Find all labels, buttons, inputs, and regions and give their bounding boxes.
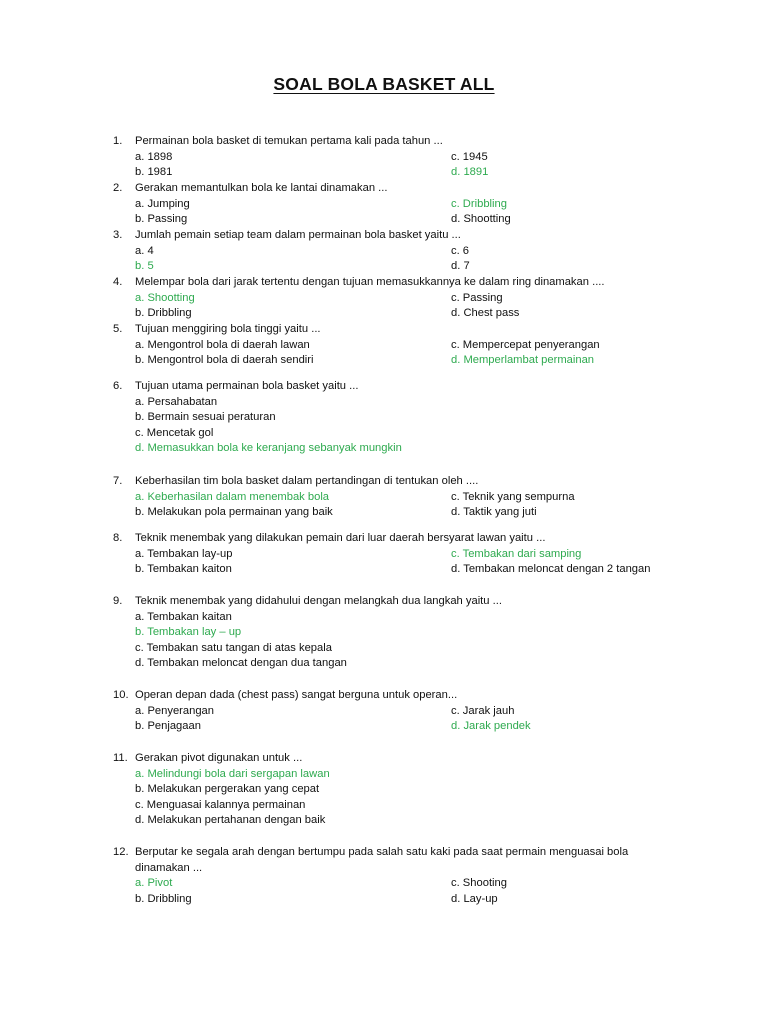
option-d: d. Taktik yang juti xyxy=(451,506,537,519)
question-text: Operan depan dada (chest pass) sangat berguna untuk operan... xyxy=(135,689,458,701)
question-number: 12. xyxy=(113,846,129,858)
option-b: b. Dribbling xyxy=(135,307,192,320)
option-c-correct: c. Dribbling xyxy=(451,197,507,210)
option-a: a. Penyerangan xyxy=(135,704,214,717)
option-c: c. Mencetak gol xyxy=(135,426,214,439)
question-number: 9. xyxy=(113,595,123,607)
option-a: a. Tembakan lay-up xyxy=(135,547,233,560)
option-d: d. Lay-up xyxy=(451,892,498,905)
question-text: Berputar ke segala arah dengan bertumpu pada salah satu kaki pada saat permain menguasai bola dinamakan ... xyxy=(135,846,629,874)
option-c: c. Mempercepat penyerangan xyxy=(451,338,600,351)
option-d: d. Chest pass xyxy=(451,307,520,320)
question-number: 8. xyxy=(113,532,123,544)
question-text: Melempar bola dari jarak tertentu dengan tujuan memasukkannya ke dalam ring dinamakan .... xyxy=(135,276,605,288)
option-b: b. Passing xyxy=(135,213,188,226)
option-a: a. Tembakan kaitan xyxy=(135,610,232,623)
option-c: c. Teknik yang sempurna xyxy=(451,490,575,503)
option-b: b. Dribbling xyxy=(135,892,192,905)
option-d: d. Shootting xyxy=(451,213,511,226)
question-number: 4. xyxy=(113,276,123,288)
option-a: a. Persahabatan xyxy=(135,395,218,408)
option-c: c. Shooting xyxy=(451,877,507,890)
question-text: Teknik menembak yang dilakukan pemain dari luar daerah bersyarat lawan yaitu ... xyxy=(135,532,546,544)
option-a-correct: a. Pivot xyxy=(135,877,173,890)
question-text: Jumlah pemain setiap team dalam permainan bola basket yaitu ... xyxy=(135,229,461,241)
option-b-correct: b. Tembakan lay – up xyxy=(135,626,242,639)
option-c: c. 1945 xyxy=(451,150,488,163)
question-text: Gerakan pivot digunakan untuk ... xyxy=(135,752,303,764)
question-number: 1. xyxy=(113,135,123,147)
option-b: b. Penjagaan xyxy=(135,720,201,733)
question-text: Keberhasilan tim bola basket dalam pertandingan di tentukan oleh .... xyxy=(135,475,479,487)
question-number: 10. xyxy=(113,689,129,701)
question-text: Tujuan utama permainan bola basket yaitu ... xyxy=(135,380,359,392)
option-b: b. Tembakan kaiton xyxy=(135,563,232,576)
option-d: d. 7 xyxy=(451,260,470,273)
option-d: d. Melakukan pertahanan dengan baik xyxy=(135,814,326,827)
option-a: a. Mengontrol bola di daerah lawan xyxy=(135,338,310,351)
question-text: Permainan bola basket di temukan pertama kali pada tahun ... xyxy=(135,135,443,147)
question-number: 3. xyxy=(113,229,123,241)
question-number: 11. xyxy=(113,752,128,764)
question-number: 6. xyxy=(113,380,123,392)
question-number: 2. xyxy=(113,182,123,194)
option-a-correct: a. Shootting xyxy=(135,291,195,304)
option-a: a. 4 xyxy=(135,244,154,257)
option-b: b. Mengontrol bola di daerah sendiri xyxy=(135,354,314,367)
option-d-correct: d. Memasukkan bola ke keranjang sebanyak mungkin xyxy=(135,442,402,455)
option-b: b. Melakukan pergerakan yang cepat xyxy=(135,783,320,796)
option-b: b. 1981 xyxy=(135,166,173,179)
option-a: a. Jumping xyxy=(135,197,190,210)
option-b: b. Melakukan pola permainan yang baik xyxy=(135,506,333,519)
option-d: d. Tembakan meloncat dengan dua tangan xyxy=(135,657,347,670)
question-number: 7. xyxy=(113,475,123,487)
question-text: Tujuan menggiring bola tinggi yaitu ... xyxy=(135,323,321,335)
option-a: a. 1898 xyxy=(135,150,173,163)
option-b-correct: b. 5 xyxy=(135,260,154,273)
document-title: SOAL BOLA BASKET ALL xyxy=(273,74,495,94)
question-text: Gerakan memantulkan bola ke lantai dinamakan ... xyxy=(135,182,388,194)
option-c: c. Menguasai kalannya permainan xyxy=(135,798,306,811)
question-number: 5. xyxy=(113,323,123,335)
option-d-correct: d. 1891 xyxy=(451,166,489,179)
option-d-correct: d. Jarak pendek xyxy=(451,720,531,733)
option-a-correct: a. Keberhasilan dalam menembak bola xyxy=(135,490,330,503)
option-b: b. Bermain sesuai peraturan xyxy=(135,411,276,424)
option-c-correct: c. Tembakan dari samping xyxy=(451,547,582,560)
option-c: c. Passing xyxy=(451,291,503,304)
option-c: c. Jarak jauh xyxy=(451,704,515,717)
option-a-correct: a. Melindungi bola dari sergapan lawan xyxy=(135,767,330,780)
option-c: c. 6 xyxy=(451,244,470,257)
option-d-correct: d. Memperlambat permainan xyxy=(451,354,595,367)
option-d: d. Tembakan meloncat dengan 2 tangan xyxy=(451,563,651,576)
option-c: c. Tembakan satu tangan di atas kepala xyxy=(135,641,332,654)
question-text: Teknik menembak yang didahului dengan melangkah dua langkah yaitu ... xyxy=(135,595,502,607)
